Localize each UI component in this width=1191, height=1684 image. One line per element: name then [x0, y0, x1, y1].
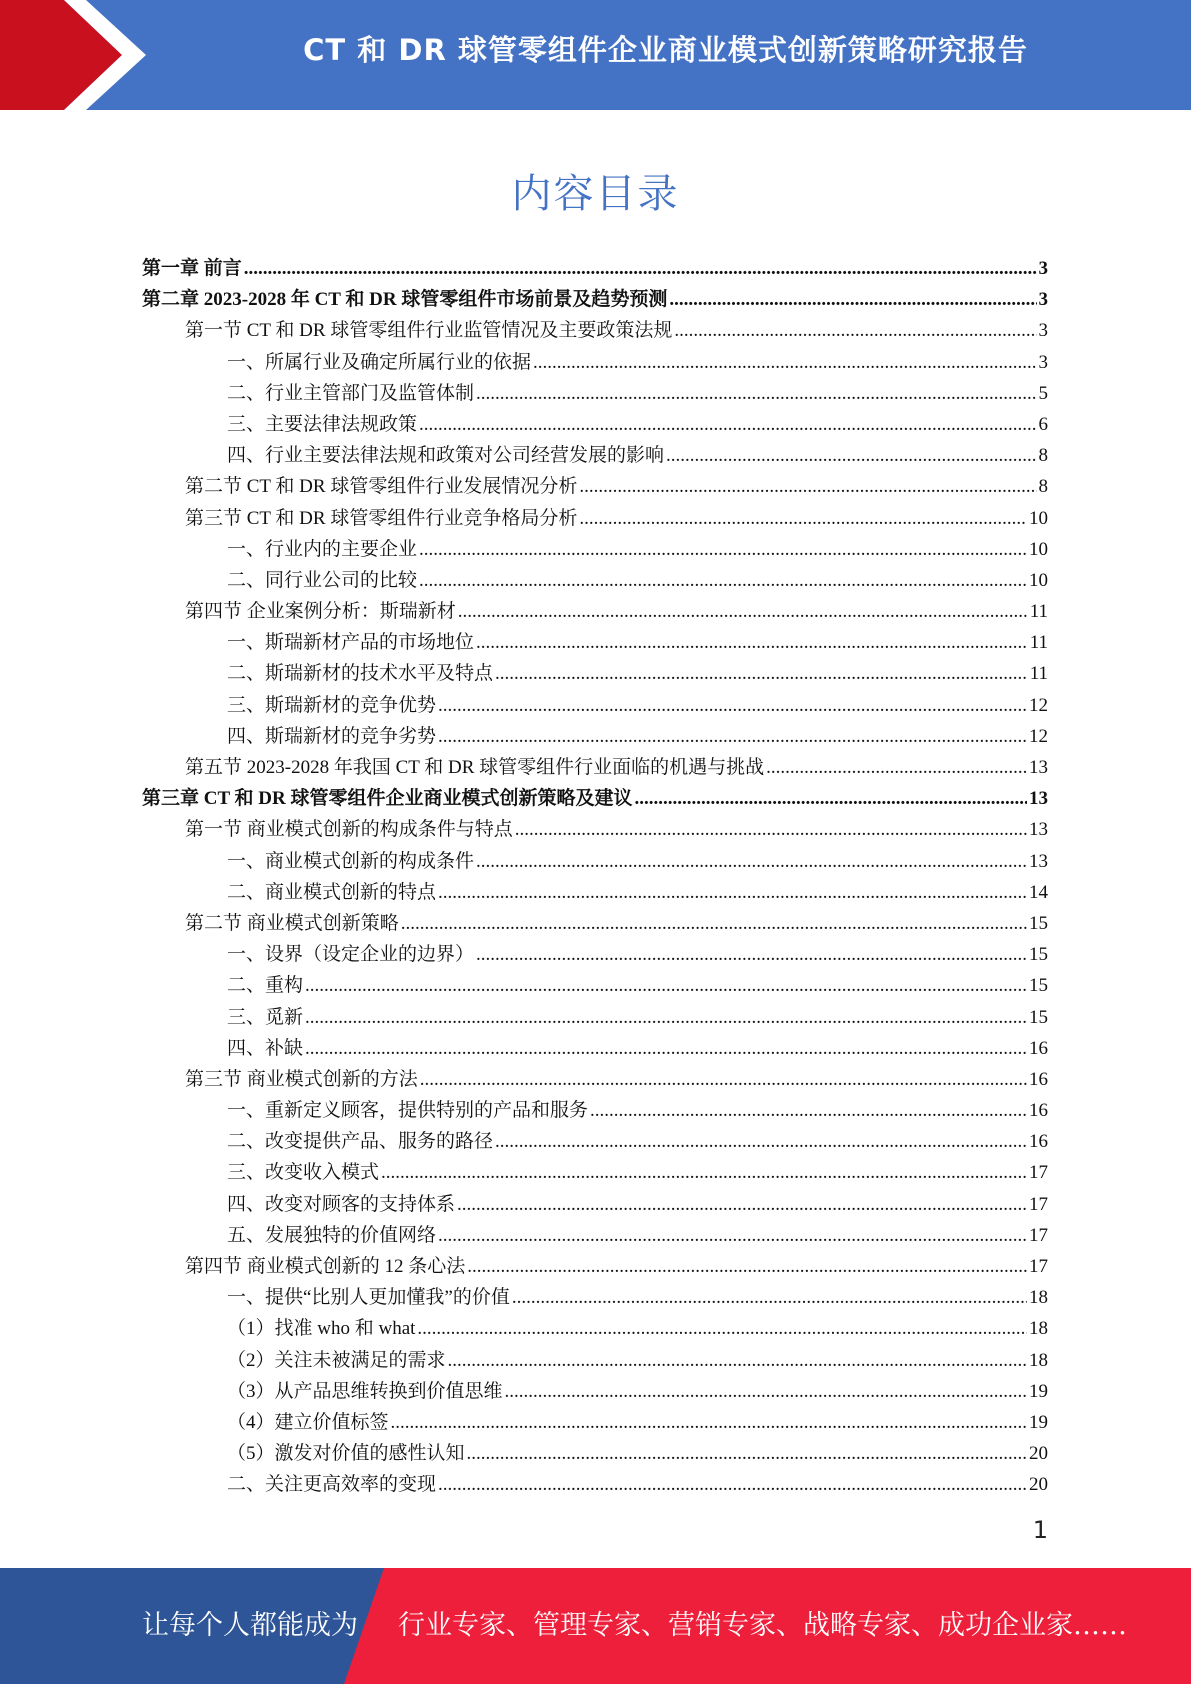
toc-entry-label: 第二节 CT 和 DR 球管零组件行业发展情况分析	[185, 476, 578, 498]
toc-entry[interactable]	[142, 970, 1048, 1001]
toc-entry-label: 二、关注更高效率的变现	[227, 1474, 437, 1496]
toc-entry-label: 第一节 商业模式创新的构成条件与特点	[185, 819, 513, 841]
toc-entry-label: （1）找准 who 和 what	[227, 1318, 416, 1340]
toc-entry[interactable]	[142, 1282, 1048, 1313]
toc-entry-page: 19	[1029, 1411, 1048, 1433]
footer-banner	[0, 1568, 1191, 1684]
toc-entry[interactable]	[142, 1438, 1048, 1469]
toc-entry[interactable]	[142, 846, 1048, 877]
footer-slogan: 让每个人都能成为	[142, 1610, 358, 1641]
toc-entry-page: 8	[1038, 445, 1048, 467]
toc-entry[interactable]	[142, 690, 1048, 721]
toc-entry-page: 18	[1029, 1349, 1048, 1371]
toc-entry[interactable]	[142, 939, 1048, 970]
toc-entry-label: 第四节 商业模式创新的 12 条心法	[185, 1256, 466, 1277]
toc-entry-page: 20	[1029, 1443, 1048, 1465]
toc-entry-label: 一、斯瑞新材产品的市场地位	[227, 632, 475, 654]
toc-entry-label: 四、补缺	[227, 1037, 304, 1059]
toc-dot-leader	[419, 409, 1036, 440]
toc-entry[interactable]	[142, 1251, 1048, 1282]
toc-entry[interactable]	[142, 1064, 1048, 1095]
toc-entry-page: 3	[1038, 351, 1048, 373]
toc-entry-label: （5）激发对价值的感性认知	[227, 1443, 465, 1465]
toc-dot-leader	[635, 783, 1028, 814]
toc-entry[interactable]	[142, 877, 1048, 908]
toc-entry[interactable]	[142, 1469, 1048, 1500]
toc-entry-label: 一、所属行业及确定所属行业的依据	[227, 351, 532, 373]
toc-entry-label: 三、改变收入模式	[227, 1162, 380, 1184]
toc-dot-leader	[476, 627, 1028, 658]
toc-entry-label: 第三节 商业模式创新的方法	[185, 1068, 418, 1090]
chevron-arrow-icon	[0, 0, 150, 110]
toc-entry[interactable]	[142, 596, 1048, 627]
toc-entry-label: 一、行业内的主要企业	[227, 538, 418, 560]
toc-dot-leader	[417, 1313, 1027, 1344]
toc-dot-leader	[305, 1002, 1027, 1033]
toc-entry[interactable]	[142, 814, 1048, 845]
toc-entry-label: 第二章 2023-2028 年 CT 和 DR 球管零组件市场前景及趋势预测	[142, 289, 668, 311]
toc-dot-leader	[579, 471, 1036, 502]
toc-dot-leader	[420, 1064, 1027, 1095]
toc-entry[interactable]	[142, 253, 1048, 284]
toc-heading: 内容目录	[511, 171, 680, 217]
toc-dot-leader	[401, 908, 1027, 939]
toc-dot-leader	[244, 253, 1037, 284]
toc-entry[interactable]	[142, 1126, 1048, 1157]
toc-entry-label: 五、发展独特的价值网络	[227, 1224, 437, 1246]
toc-entry[interactable]	[142, 658, 1048, 689]
toc-entry[interactable]	[142, 1376, 1048, 1407]
toc-entry-label: 第三章 CT 和 DR 球管零组件企业商业模式创新策略及建议	[142, 788, 633, 810]
toc-entry-label: 第二节 商业模式创新策略	[185, 912, 399, 934]
toc-entry-label: 第五节 2023-2028 年我国 CT 和 DR 球管零组件行业面临的机遇与挑战	[185, 757, 765, 778]
toc-dot-leader	[438, 690, 1027, 721]
toc-entry[interactable]	[142, 471, 1048, 502]
toc-dot-leader	[512, 1282, 1027, 1313]
footer-expert-list: 行业专家、管理专家、营销专家、战略专家、成功企业家……	[398, 1610, 1127, 1641]
toc-entry[interactable]	[142, 347, 1048, 378]
toc-entry-page: 13	[1029, 788, 1048, 810]
toc-entry-page: 17	[1029, 1256, 1048, 1277]
toc-dot-leader	[438, 721, 1027, 752]
toc-entry[interactable]	[142, 908, 1048, 939]
toc-entry-label: 二、改变提供产品、服务的路径	[227, 1131, 494, 1153]
toc-dot-leader	[674, 315, 1036, 346]
toc-entry-page: 3	[1038, 258, 1048, 279]
toc-entry[interactable]	[142, 1313, 1048, 1344]
toc-dot-leader	[495, 1126, 1027, 1157]
toc-entry-page: 15	[1029, 1006, 1048, 1028]
toc-entry-label: 第一章 前言	[142, 258, 242, 279]
toc-entry[interactable]	[142, 1345, 1048, 1376]
toc-entry-page: 6	[1038, 413, 1048, 435]
toc-dot-leader	[476, 378, 1036, 409]
toc-entry-page: 8	[1038, 476, 1048, 498]
toc-entry-page: 16	[1029, 1068, 1048, 1090]
toc-entry-page: 20	[1029, 1474, 1048, 1496]
toc-entry-label: 第三节 CT 和 DR 球管零组件行业竞争格局分析	[185, 507, 578, 529]
toc-entry-page: 16	[1029, 1100, 1048, 1122]
toc-entry[interactable]	[142, 503, 1048, 534]
page-number: 1	[1032, 1516, 1048, 1544]
toc-dot-leader	[381, 1157, 1027, 1188]
toc-entry[interactable]	[142, 565, 1048, 596]
toc-entry[interactable]	[142, 627, 1048, 658]
toc-dot-leader	[419, 534, 1027, 565]
toc-entry[interactable]	[142, 378, 1048, 409]
toc-dot-leader	[448, 1345, 1027, 1376]
toc-entry-page: 15	[1029, 912, 1048, 934]
toc-dot-leader	[590, 1095, 1027, 1126]
toc-entry-label: 二、重构	[227, 975, 304, 997]
toc-entry-label: 一、提供“比别人更加懂我”的价值	[227, 1287, 510, 1309]
toc-dot-leader	[305, 1033, 1027, 1064]
toc-entry-label: 一、设界（设定企业的边界）	[227, 944, 475, 966]
toc-entry-page: 15	[1029, 944, 1048, 966]
toc-dot-leader	[515, 814, 1027, 845]
toc-entry-label: 一、商业模式创新的构成条件	[227, 850, 475, 872]
toc-entry-page: 10	[1029, 569, 1048, 591]
toc-entry-page: 14	[1029, 881, 1048, 903]
toc-entry-page: 13	[1029, 850, 1048, 872]
toc-entry[interactable]	[142, 1033, 1048, 1064]
toc-entry-page: 16	[1029, 1037, 1048, 1059]
toc-entry-page: 19	[1029, 1380, 1048, 1402]
toc-entry-label: 二、商业模式创新的特点	[227, 881, 437, 903]
toc-entry-page: 18	[1029, 1287, 1048, 1309]
toc-dot-leader	[467, 1251, 1027, 1282]
toc-entry-label: （2）关注未被满足的需求	[227, 1349, 446, 1371]
toc-entry-page: 13	[1029, 819, 1048, 841]
toc-entry[interactable]	[142, 534, 1048, 565]
toc-dot-leader	[495, 658, 1028, 689]
toc-entry[interactable]	[142, 1407, 1048, 1438]
toc-entry[interactable]	[142, 1189, 1048, 1220]
toc-dot-leader	[669, 284, 1036, 315]
toc-dot-leader	[457, 1189, 1027, 1220]
toc-entry-page: 17	[1029, 1162, 1048, 1184]
toc-entry-page: 10	[1029, 507, 1048, 529]
toc-entry-page: 17	[1029, 1224, 1048, 1246]
toc-entry-label: 三、主要法律法规政策	[227, 413, 418, 435]
toc-entry-page: 12	[1029, 725, 1048, 747]
toc-dot-leader	[438, 877, 1027, 908]
header-banner	[0, 0, 1191, 110]
toc-entry[interactable]	[142, 1220, 1048, 1251]
toc-dot-leader	[766, 752, 1027, 783]
toc-dot-leader	[458, 596, 1028, 627]
toc-entry[interactable]	[142, 783, 1048, 814]
toc-entry[interactable]	[142, 1002, 1048, 1033]
toc-dot-leader	[305, 970, 1027, 1001]
toc-entry-label: 第四节 企业案例分析：斯瑞新材	[185, 601, 456, 623]
toc-entry-page: 11	[1029, 601, 1048, 623]
toc-dot-leader	[476, 846, 1027, 877]
toc-entry[interactable]	[142, 440, 1048, 471]
toc-entry-label: 三、斯瑞新材的竞争优势	[227, 694, 437, 716]
toc-entry-label: （3）从产品思维转换到价值思维	[227, 1380, 503, 1402]
toc-dot-leader	[476, 939, 1027, 970]
toc-dot-leader	[579, 503, 1027, 534]
toc-entry-label: 四、斯瑞新材的竞争劣势	[227, 725, 437, 747]
toc-entry-label: 一、重新定义顾客，提供特别的产品和服务	[227, 1100, 589, 1122]
toc-entry-label: 二、同行业公司的比较	[227, 569, 418, 591]
toc-entry-label: 三、觅新	[227, 1006, 304, 1028]
toc-entry[interactable]	[142, 1157, 1048, 1188]
toc-dot-leader	[505, 1376, 1027, 1407]
toc-entry-page: 11	[1029, 663, 1048, 685]
toc-entry[interactable]	[142, 752, 1048, 783]
toc-entry-label: 二、斯瑞新材的技术水平及特点	[227, 663, 494, 685]
toc-entry-page: 13	[1029, 757, 1048, 778]
toc-entry-label: 四、行业主要法律法规和政策对公司经营发展的影响	[227, 445, 665, 467]
toc-entry-page: 3	[1038, 289, 1048, 311]
toc-dot-leader	[666, 440, 1036, 471]
toc-dot-leader	[419, 565, 1027, 596]
toc-entry[interactable]	[142, 721, 1048, 752]
toc-entry-page: 15	[1029, 975, 1048, 997]
toc-dot-leader	[467, 1438, 1027, 1469]
toc-dot-leader	[533, 347, 1036, 378]
toc-dot-leader	[438, 1220, 1027, 1251]
toc-dot-leader	[438, 1469, 1027, 1500]
toc-entry-label: 二、行业主管部门及监管体制	[227, 382, 475, 404]
toc-entry-page: 11	[1029, 632, 1048, 654]
toc-entry-page: 18	[1029, 1318, 1048, 1340]
toc-entry-label: 第一节 CT 和 DR 球管零组件行业监管情况及主要政策法规	[185, 320, 673, 342]
toc-entry-page: 17	[1029, 1193, 1048, 1215]
toc-entry-label: 四、改变对顾客的支持体系	[227, 1193, 456, 1215]
toc-entry[interactable]	[142, 315, 1048, 346]
toc-entry-label: （4）建立价值标签	[227, 1411, 389, 1433]
toc-entry-page: 10	[1029, 538, 1048, 560]
toc-entry-page: 16	[1029, 1131, 1048, 1153]
toc-dot-leader	[391, 1407, 1027, 1438]
toc-entry[interactable]	[142, 284, 1048, 315]
toc-entry-page: 12	[1029, 694, 1048, 716]
table-of-contents	[142, 253, 1048, 1501]
toc-entry-page: 3	[1038, 320, 1048, 342]
toc-entry[interactable]	[142, 409, 1048, 440]
report-title: CT 和 DR 球管零组件企业商业模式创新策略研究报告	[303, 33, 1028, 67]
toc-entry[interactable]	[142, 1095, 1048, 1126]
toc-entry-page: 5	[1038, 382, 1048, 404]
